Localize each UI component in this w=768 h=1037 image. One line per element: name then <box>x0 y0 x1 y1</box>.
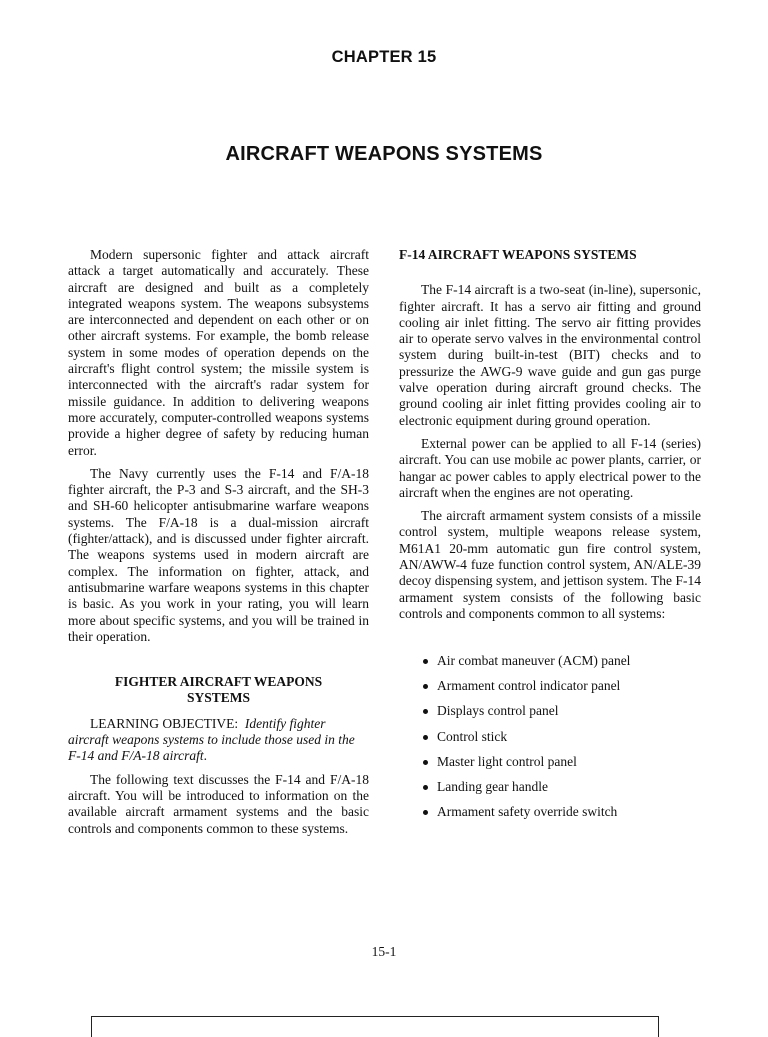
section-heading-line2: SYSTEMS <box>186 690 251 706</box>
bullet-icon <box>423 684 428 689</box>
learning-objective-period: . <box>203 748 207 764</box>
list-item: Armament safety override switch <box>423 804 703 829</box>
bullet-icon <box>423 785 428 790</box>
bullet-icon <box>423 760 428 765</box>
next-page-frame-edge <box>91 1016 659 1037</box>
list-item: Air combat maneuver (ACM) panel <box>423 653 703 678</box>
bullet-icon <box>423 810 428 815</box>
page-title: AIRCRAFT WEAPONS SYSTEMS <box>225 143 543 165</box>
navy-aircraft-paragraph: The Navy currently uses the F-14 and F/A-18 fighter aircraft, the P-3 and S-3 aircraft, and the SH-3 and SH-60 helicopter antisubmarine warfare weapons systems. The F/A-18 is a dual-mission aircraft (fighter/attack), and is discussed under fighter aircraft. The weapons systems used in modern aircraft are complex. The information on fighter, attack, and antisubmarine warfare weapons systems in this chapter is basic. As you work in your rating, you will learn more about specific systems, and you will be trained in their operation. <box>68 465 369 644</box>
list-item: Landing gear handle <box>423 779 703 804</box>
page-number: 15-1 <box>371 944 397 959</box>
list-item: Master light control panel <box>423 754 703 779</box>
controls-list <box>423 653 703 829</box>
section-heading-f14: F-14 AIRCRAFT WEAPONS SYSTEMS <box>399 247 637 262</box>
section-heading-line1: FIGHTER AIRCRAFT WEAPONS <box>114 674 323 690</box>
left-column <box>68 247 369 844</box>
external-power-paragraph: External power can be applied to all F-14 (series) aircraft. You can use mobile ac power plants, carrier, or hangar ac power cables to apply electrical power to the aircraft when the engines are not operating. <box>399 435 701 500</box>
armament-system-paragraph: The aircraft armament system consists of a missile control system, multiple weapons release system, M61A1 20-mm automatic gun fire control system, AN/AWW-4 fuze function control system, AN/ALE-39 decoy dispensing system, and jettison system. The F-14 armament system consists of the following basic controls and components common to all systems: <box>399 508 701 621</box>
intro-paragraph: Modern supersonic fighter and attack aircraft attack a target automatically and accurately. These aircraft are designed and built as a completely integrated weapons system. The weapons subsystems are interconnected and dependent on each other or on other aircraft systems. For example, the bomb release system in some modes of operation depends on the aircraft's flight control system; the missile system is interconnected with the aircraft's radar system for missile guidance. In addition to delivering weapons more accurately, computer-controlled weapons systems provide a higher degree of safety by reducing human error. <box>68 247 369 458</box>
bullet-icon <box>423 659 428 664</box>
list-item: Armament control indicator panel <box>423 678 703 703</box>
learning-objective-label: LEARNING OBJECTIVE: <box>90 715 239 731</box>
bullet-icon <box>423 735 428 740</box>
learning-objective <box>68 716 369 765</box>
bullet-icon <box>423 709 428 714</box>
right-column <box>399 247 701 629</box>
following-text-paragraph: The following text discusses the F-14 and F/A-18 aircraft. You will be introduced to information on the available aircraft armament systems and the basic controls and components common to these systems. <box>68 771 369 836</box>
section-heading-fighter <box>68 674 369 707</box>
chapter-number: CHAPTER 15 <box>331 48 437 66</box>
learning-objective-text: Identify fighter aircraft weapons systems to include those used in the F-14 and F/A-18 aircraft <box>68 715 355 764</box>
f14-description-paragraph: The F-14 aircraft is a two-seat (in-line), supersonic, fighter aircraft. It has a servo air fitting and ground cooling air inlet fitting. The servo air fitting provides air to operate servo valves in the environmental control system during built-in-test (BIT) checks and to pressurize the AWG-9 wave guide and gun gas purge valve operation during aircraft ground checks. The ground cooling air inlet fitting provides cooling air to electronic equipment during ground operation. <box>399 282 701 428</box>
list-item: Control stick <box>423 729 703 754</box>
list-item: Displays control panel <box>423 703 703 728</box>
